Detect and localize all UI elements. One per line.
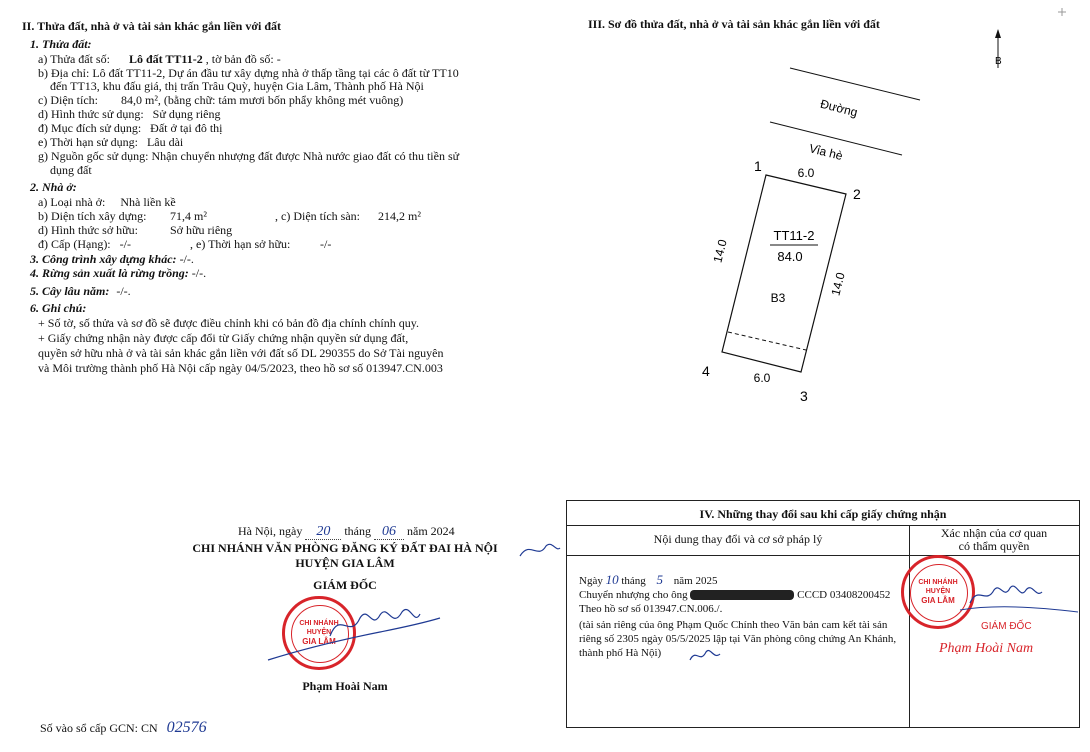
notes-heading: 6. Ghi chú:: [30, 301, 87, 315]
house-ownership-label: d) Hình thức sở hữu:: [38, 223, 139, 237]
notes-line1: + Số tờ, số thửa và sơ đồ sẽ được điều chỉnh khi có bản đồ địa chính chính quy.: [38, 316, 419, 330]
entry-date-prefix: Ngày: [579, 575, 603, 587]
changes-col2-header-line1: Xác nhận của cơ quan: [940, 526, 1048, 540]
house-heading: 2. Nhà ở:: [30, 180, 77, 194]
register-label: Số vào sổ cấp GCN: CN: [40, 721, 158, 735]
entry-line4: (tài sản riêng của ông Phạm Quốc Chính theo Văn bản cam kết tài sản: [579, 619, 888, 631]
entry-line5: riêng số 2305 ngày 05/5/2025 lập tại Văn phòng công chứng An Khánh,: [579, 633, 897, 645]
stamp-left-line3: GIA LÂM: [302, 637, 336, 646]
sign-date-year: năm 2024: [407, 524, 455, 538]
sign-date-month-label: tháng: [344, 524, 371, 538]
building-code: B3: [770, 291, 786, 305]
notes-line4: và Môi trường thành phố Hà Nội cấp ngày 04/5/2023, theo hồ sơ số 013947.CN.003: [38, 361, 443, 375]
land-term-label: e) Thời hạn sử dụng:: [38, 135, 138, 149]
house-build-area-label: b) Diện tích xây dựng:: [38, 209, 147, 223]
other-works-value: -/-.: [179, 252, 194, 266]
north-label: B: [995, 56, 1002, 67]
land-use-form-value: Sử dụng riêng: [152, 107, 221, 121]
signature-left-stroke: [268, 618, 440, 660]
land-origin-line1: g) Nguồn gốc sử dụng: Nhận chuyển nhượng đất được Nhà nước giao đất có thu tiền sử: [38, 149, 460, 163]
perennial-value: -/-.: [116, 284, 131, 298]
other-works-label: 3. Công trình xây dựng khác:: [30, 252, 177, 266]
stamp-right-line3: GIA LÂM: [921, 596, 955, 605]
north-arrow: [995, 29, 1002, 68]
house-build-area-value: 71,4 m²: [170, 209, 207, 223]
dim-right: 14.0: [828, 271, 848, 298]
initial-mark-left: [520, 544, 560, 556]
lot-code: TT11-2: [773, 228, 815, 243]
sign-role: GIÁM ĐỐC: [313, 578, 377, 592]
vertex-4: 4: [702, 363, 710, 379]
land-parcel-suffix: , tờ bản đồ số: -: [205, 52, 281, 66]
sign-date-month: 06: [374, 525, 404, 540]
stamp-left-line2: HUYỆN: [306, 629, 332, 636]
house-floor-area-label: , c) Diện tích sàn:: [275, 209, 360, 223]
land-purpose-value: Đất ở tại đô thị: [150, 121, 223, 135]
dim-top: 6.0: [797, 166, 815, 180]
vertex-3: 3: [800, 388, 808, 404]
vertex-2: 2: [853, 186, 861, 202]
land-area-label: c) Diện tích:: [38, 93, 98, 107]
land-parcel-value: Lô đất TT11-2: [128, 52, 203, 66]
house-floor-area-value: 214,2 m²: [378, 209, 421, 223]
stamp-left-line1: CHI NHÁNH: [299, 620, 339, 627]
confirm-role: GIÁM ĐỐC: [981, 621, 1032, 632]
sign-name: Phạm Hoài Nam: [302, 679, 388, 693]
stamp-right-line2: HUYỆN: [925, 588, 951, 595]
road-line-top: [790, 68, 920, 100]
house-type-value: Nhà liền kề: [120, 195, 176, 209]
notes-line3: quyền sở hữu nhà ở và tài sản khác gắn liền với đất số DL 290355 do Sở Tài nguyên: [38, 346, 444, 360]
stamp-right-line1: CHI NHÁNH: [918, 579, 958, 586]
house-term-label: , e) Thời hạn sở hữu:: [190, 237, 291, 251]
land-purpose-label: đ) Mục đích sử dụng:: [38, 121, 142, 135]
land-term-value: Lâu dài: [146, 135, 184, 149]
forest-value: -/-.: [191, 266, 207, 280]
section2-title: II. Thửa đất, nhà ở và tài sản khác gắn liền với đất: [22, 19, 282, 33]
parcel-setback-line: [728, 332, 806, 350]
land-parcel-label: a) Thửa đất số:: [38, 52, 110, 66]
road-label: Đường: [818, 96, 860, 120]
entry-line3: Theo hồ sơ số 013947.CN.006./.: [579, 603, 723, 615]
house-term-value: -/-: [320, 237, 332, 251]
initial-mark-right: [690, 650, 720, 660]
forest-label: 4. Rừng sản xuất là rừng trồng:: [30, 266, 189, 280]
entry-line6: thành phố Hà Nội): [579, 647, 662, 659]
house-grade-value: -/-: [119, 237, 131, 251]
signature-right: [970, 586, 1042, 603]
section3-title: III. Sơ đồ thửa đất, nhà ở và tài sản khác gắn liền với đất: [588, 17, 880, 31]
entry-line2-suffix: CCCD 03408200452: [797, 589, 891, 601]
changes-col1-header: Nội dung thay đổi và cơ sở pháp lý: [653, 532, 823, 546]
land-origin-line2: dụng đất: [50, 163, 92, 177]
parcel-outline: [722, 175, 846, 372]
land-address-line1: b) Địa chỉ: Lô đất TT11-2, Dự án đầu tư xây dựng nhà ở thấp tầng tại các ô đất từ TT10: [38, 66, 459, 80]
sidewalk-label: Vỉa hè: [807, 141, 845, 164]
house-grade-label: đ) Cấp (Hạng):: [38, 237, 111, 251]
sign-org-line2: HUYỆN GIA LÂM: [295, 556, 395, 570]
vertex-1: 1: [754, 158, 762, 174]
entry-date-month-label: tháng: [621, 575, 646, 587]
signature-left: [330, 609, 420, 636]
entry-date-day: 10: [605, 572, 619, 587]
land-heading: 1. Thửa đất:: [30, 37, 92, 51]
sign-date-place: Hà Nội, ngày: [238, 524, 303, 538]
signature-right-stroke: [960, 607, 1078, 612]
dim-left: 14.0: [710, 238, 730, 265]
confirm-name: Phạm Hoài Nam: [939, 641, 1034, 656]
land-use-form-label: d) Hình thức sử dụng:: [38, 107, 144, 121]
changes-title: IV. Những thay đổi sau khi cấp giấy chứng nhận: [699, 507, 947, 521]
notes-line2: + Giấy chứng nhận này được cấp đổi từ Giấy chứng nhận quyền sử dụng đất,: [38, 331, 409, 345]
land-address-line2: đến TT13, khu đấu giá, thị trấn Trâu Quỳ, huyện Gia Lâm, Thành phố Hà Nội: [50, 79, 424, 93]
entry-date-year: năm 2025: [673, 575, 718, 587]
dim-bottom: 6.0: [753, 371, 771, 385]
register-number: 02576: [166, 719, 207, 736]
sign-date-day: 20: [305, 525, 341, 540]
entry-line2-prefix: Chuyển nhượng cho ông: [579, 589, 688, 601]
changes-col2-header-line2: có thẩm quyền: [958, 539, 1030, 553]
entry-date-month: 5: [656, 572, 664, 587]
perennial-label: 5. Cây lâu năm:: [30, 284, 110, 298]
house-type-label: a) Loại nhà ở:: [38, 195, 106, 209]
sign-org-line1: CHI NHÁNH VĂN PHÒNG ĐĂNG KÝ ĐẤT ĐAI HÀ NỘI: [192, 541, 498, 555]
house-ownership-value: Sở hữu riêng: [170, 223, 233, 237]
land-area-value: 84,0 m², (bằng chữ: tám mươi bốn phẩy không mét vuông): [120, 93, 404, 107]
lot-area: 84.0: [777, 249, 803, 264]
corner-mark: [1058, 8, 1066, 16]
